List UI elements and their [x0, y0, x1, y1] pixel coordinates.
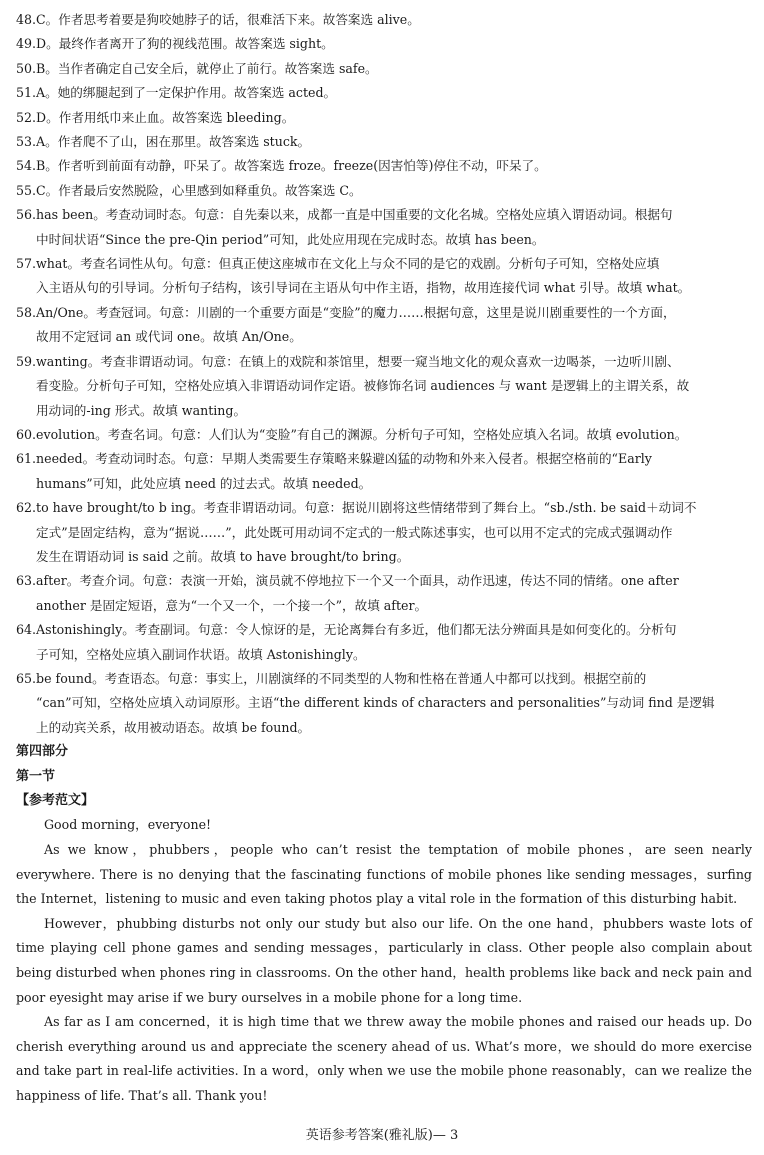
- essay-paragraph: As far as I am concerned，it is high time that we threw away the mobile phones and raised our heads up. Do cherish everything around us and appreciate the scenery ahead of us. What’s more，we should do more exercise and take part in real-life activities. In a word，only when we use the mobile phone reasonably，can we realize the happiness of life. That’s all. Thank you!: [16, 1014, 752, 1103]
- answer-list: [16, 8, 752, 740]
- answer-line: 故用不定冠词 an 或代词 one。故填 An/One。: [36, 329, 302, 345]
- answer-57: [16, 252, 752, 301]
- answer-line: 61.needed。考查动词时态。句意：早期人类需要生存策略来躲避凶猛的动物和外来入侵者。根据空格前的“Early: [16, 451, 652, 467]
- answer-line: 定式”是固定结构，意为“据说……”，此处既可用动词不定式的一般式陈述事实，也可以用不定式的完成式强调动作: [36, 524, 673, 540]
- answer-56: [16, 203, 752, 252]
- answer-line: “can”可知，空格处应填入动词原形。主语“the different kinds of characters and personalities”与动词 find 是逻辑: [36, 695, 715, 711]
- sample-essay: [16, 813, 752, 1108]
- answer-64: [16, 618, 752, 667]
- answer-49: [16, 32, 752, 56]
- answer-line: another 是固定短语，意为“一个又一个，一个接一个”，故填 after。: [36, 597, 428, 613]
- essay-paragraph: However，phubbing disturbs not only our study but also our life. On the one hand，phubbers waste lots of time playing cell phone games and sending messages，particularly in class. Other people also complain about being disturbed when phones ring in classrooms. On the other hand，health problems like back and neck pain and poor eyesight may arise if we bury ourselves in a mobile phone for a long time.: [16, 915, 752, 1005]
- answer-51: [16, 81, 752, 105]
- answer-55: [16, 179, 752, 203]
- answer-59: [16, 350, 752, 423]
- answer-58: [16, 301, 752, 350]
- answer-line: 上的动宾关系，故用被动语态。故填 be found。: [36, 719, 311, 735]
- answer-line: 50.B。当作者确定自己安全后，就停止了前行。故答案选 safe。: [16, 60, 378, 76]
- answer-63: [16, 569, 752, 618]
- page-footer: 英语参考答案(雅礼版)— 3: [305, 1128, 459, 1143]
- answer-line: 59.wanting。考查非谓语动词。句意：在镇上的戏院和茶馆里，想要一窥当地文化的观众喜欢一边喝茶，一边听川剧、: [16, 353, 680, 369]
- answer-line: 62.to have brought/to b ing。考查非谓语动词。句意：据说川剧将这些情绪带到了舞台上。“sb./sth. be said＋动词不: [16, 500, 697, 516]
- answer-line: 48.C。作者思考着要是狗咬她脖子的话，很难活下来。故答案选 alive。: [16, 12, 420, 27]
- answer-48: [16, 8, 752, 32]
- answer-line: 58.An/One。考查冠词。句意：川剧的一个重要方面是“变脸”的魔力……根据句意，这里是说川剧重要性的一个方面，: [16, 304, 676, 320]
- answer-54: [16, 154, 752, 178]
- answer-line: 54.B。作者听到前面有动静，吓呆了。故答案选 froze。freeze(因害怕等)停住不动，吓呆了。: [16, 158, 547, 174]
- sample-essay-label: 【参考范文】: [16, 793, 95, 808]
- answer-line: 63.after。考查介词。句意：表演一开始，演员就不停地拉下一个又一个面具，动作迅速，传达不同的情绪。one after: [16, 573, 679, 589]
- answer-52: [16, 106, 752, 130]
- answer-line: 57.what。考查名词性从句。句意：但真正使这座城市在文化上与众不同的是它的戏剧。分析句子可知，空格处应填: [16, 256, 660, 272]
- answer-50: [16, 57, 752, 81]
- answer-line: 中时间状语“Since the pre-Qin period”可知，此处应用现在完成时态。故填 has been。: [36, 231, 545, 247]
- answer-line: 65.be found。考查语态。句意：事实上，川剧演绎的不同类型的人物和性格在普通人中都可以找到。根据空前的: [16, 670, 647, 686]
- answer-line: 49.D。最终作者离开了狗的视线范围。故答案选 sight。: [16, 36, 334, 52]
- answer-61: [16, 447, 752, 496]
- answer-60: [16, 423, 752, 447]
- answer-line: 51.A。她的绑腿起到了一定保护作用。故答案选 acted。: [16, 85, 337, 101]
- answer-line: humans”可知，此处应填 need 的过去式。故填 needed。: [36, 475, 372, 491]
- answer-line: 入主语从句的引导词。分析句子结构，该引导词在主语从句中作主语，指物，故用连接代词 what 引导。故填 what。: [36, 280, 691, 296]
- answer-line: 发生在谓语动词 is said 之前。故填 to have brought/to bring。: [36, 548, 410, 564]
- answer-65: [16, 667, 752, 740]
- section-part-heading: 第四部分: [16, 744, 69, 760]
- answer-line: 52.D。作者用纸巾来止血。故答案选 bleeding。: [16, 109, 295, 125]
- answer-line: 看变脸。分析句子可知，空格处应填入非谓语动词作定语。被修饰名词 audiences 与 want 是逻辑上的主谓关系，故: [36, 378, 690, 394]
- answer-line: 53.A。作者爬不了山，困在那里。故答案选 stuck。: [16, 134, 311, 150]
- essay-paragraph: As we know，phubbers，people who can’t resist the temptation of mobile phones，are seen nearly everywhere. There is no denying that the fascinating functions of mobile phones like sending messages，surfing the Internet，listening to music and even taking photos play a vital role in the formation of this disturbing habit.: [16, 842, 752, 907]
- answer-line: 64.Astonishingly。考查副词。句意：令人惊讶的是，无论离舞台有多近，他们都无法分辨面具是如何变化的。分析句: [16, 622, 677, 638]
- answer-line: 子可知，空格处应填入副词作状语。故填 Astonishingly。: [36, 646, 366, 662]
- answer-line: 60.evolution。考查名词。句意：人们认为“变脸”有自己的渊源。分析句子可知，空格处应填入名词。故填 evolution。: [16, 426, 688, 442]
- answer-53: [16, 130, 752, 154]
- essay-greeting: Good morning，everyone!: [44, 817, 212, 833]
- answer-page: [16, 8, 752, 1109]
- answer-line: 用动词的-ing 形式。故填 wanting。: [36, 402, 247, 418]
- answer-line: 56.has been。考查动词时态。句意：自先秦以来，成都一直是中国重要的文化名城。空格处应填入谓语动词。根据句: [16, 207, 673, 223]
- answer-62: [16, 496, 752, 569]
- answer-line: 55.C。作者最后安然脱险，心里感到如释重负。故答案选 C。: [16, 182, 362, 198]
- section-sub-heading: 第一节: [16, 768, 56, 784]
